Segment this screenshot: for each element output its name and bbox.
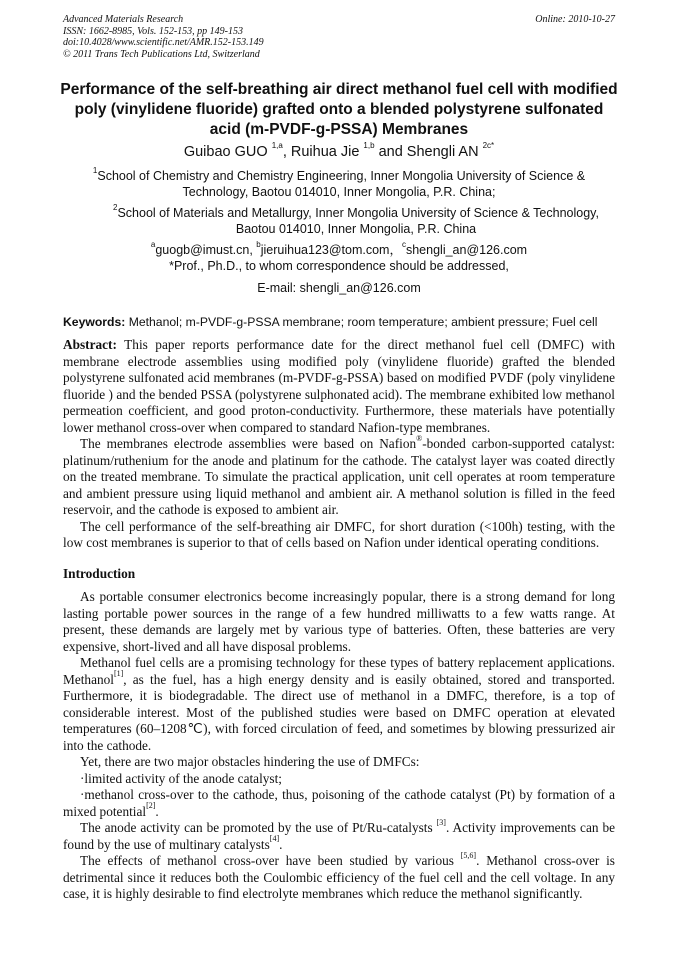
author-1-sup: 1,a	[271, 141, 283, 151]
affiliation-2	[60, 202, 618, 237]
author-3-sup: 2c*	[482, 141, 495, 151]
email-list	[60, 239, 618, 258]
author-2: , Ruihua Jie	[282, 144, 364, 160]
affiliation-1-sup: 1	[92, 165, 98, 175]
issn-line: ISSN: 1662-8985, Vols. 152-153, pp 149-153	[63, 25, 243, 37]
abstract-paragraph-3: The cell performance of the self-breathing air DMFC, for short duration (<100h) testing, with the low cost membranes is superior to that of cells based on Nafion under identical operating conditions.	[63, 518, 615, 550]
copyright-line: © 2011 Trans Tech Publications Ltd, Switzerland	[63, 48, 260, 60]
intro-bullet-2: ·methanol cross-over to the cathode, thus, poisoning of the cathode catalyst (Pt) by formation of a mixed potential[2].	[63, 787, 615, 819]
abstract-label: Abstract:	[63, 337, 117, 352]
author-3: and Shengli AN	[374, 144, 483, 160]
doi-line: doi:10.4028/www.scientific.net/AMR.152-153.149	[63, 37, 264, 48]
abstract-paragraph-1: Abstract: This paper reports performance date for the direct methanol fuel cell (DMFC) with membrane electrode assemblies using modified poly (vinylidene fluoride) grafted the blended polystyrene sulfonated acid membranes (m-PVDF-g-PSSA) based on modified PVDF (poly vinylidene fluoride ) and the bended PSSA (polystyrene sulphonated acid). The membrane exhibited low methanol permeation coefficient, and good proton-conductivity. Furthermore, these materials have potentially lower methanol cross-over when compared to standard Nafion-type membranes.	[63, 337, 615, 435]
intro-paragraph-2: Methanol fuel cells are a promising technology for these types of battery replacement applications. Methanol[1], as the fuel, has a high energy density and is easily obtained, stored and transported. Furthermore, it is biodegradable. The direct use of methanol in a DMFC, therefore, is a top of considerable interest. Most of the published studies were based on DMFC operation at elevated temperatures (60–1208℃), with forced circulation of feed, and sometimes by blowing pressurized air into the cathode.	[63, 655, 615, 753]
abstract-paragraph-2: The membranes electrode assemblies were based on Nafion®-bonded carbon-supported catalyst: platinum/ruthenium for the anode and platinum for the cathode. The catalyst layer was coated directly on the treated membrane. To simulate the practical application, unit cell operates at room temperature and ambient pressure using liquid methanol and ambient air. A methanol solution is filled in the feed reservoir, and the cathode is exposed to ambient air.	[63, 433, 615, 517]
intro-bullet-1: ·limited activity of the anode catalyst;	[80, 770, 282, 786]
introduction-body	[63, 589, 615, 903]
introduction-heading: Introduction	[63, 566, 136, 581]
intro-paragraph-5: The effects of methanol cross-over have been studied by various [5,6]. Methanol cross-over is detrimental since it reduces both the Coulombic efficiency of the fuel cell and the cell voltage. In any case, it is highly desirable to find electrolyte membranes which reduce the methanol significantly.	[63, 850, 615, 901]
journal-header	[63, 14, 615, 60]
email-c: shengli_an@126.com	[405, 243, 528, 257]
author-line	[60, 143, 618, 161]
keywords	[63, 314, 618, 330]
paper-title: Performance of the self-breathing air direct methanol fuel cell with modified poly (vinylidene fluoride) grafted onto a blended polystyrene sulfonated acid (m-PVDF-g-PSSA) Membranes	[60, 81, 618, 138]
affiliation-1-text: School of Chemistry and Chemistry Engineering, Inner Mongolia University of Science & Technology, Baotou 014010, Inner Mongolia, P.R. China;	[97, 169, 586, 199]
affiliation-1	[60, 165, 618, 200]
correspondence-note: *Prof., Ph.D., to whom correspondence should be addressed,	[169, 259, 509, 273]
email-b: jieruihua123@tom.com，	[260, 243, 402, 257]
author-1: Guibao GUO	[183, 144, 272, 160]
affiliation-2-sup: 2	[113, 202, 118, 212]
keywords-text: Methanol; m-PVDF-g-PSSA membrane; room temperature; ambient pressure; Fuel cell	[125, 315, 598, 329]
abstract	[63, 337, 615, 552]
email-b-sup: b	[256, 239, 261, 249]
keywords-label: Keywords:	[63, 315, 126, 329]
intro-paragraph-4: The anode activity can be promoted by the use of Pt/Ru-catalysts [3]. Activity improvements can be found by the use of multinary catalysts[4].	[63, 817, 615, 852]
intro-paragraph-3: Yet, there are two major obstacles hindering the use of DMFCs:	[80, 754, 420, 769]
correspondence-email: E-mail: shengli_an@126.com	[257, 281, 421, 295]
email-a: guogb@imust.cn,	[155, 243, 257, 257]
email-c-sup: c	[401, 239, 406, 249]
author-2-sup: 1,b	[363, 141, 375, 151]
affiliation-2-text: School of Materials and Metallurgy, Inner Mongolia University of Science & Technology, Baotou 014010, Inner Mongolia, P.R. China	[117, 206, 599, 236]
journal-name: Advanced Materials Research	[63, 14, 184, 25]
email-a-sup: a	[150, 239, 156, 249]
intro-paragraph-1: As portable consumer electronics become increasingly popular, there is a strong demand for long lasting portable power sources in the range of a few hundred milliwatts to a few watts range. At present, these demands are largely met by various type of batteries. Often, these batteries are very expensive, short-lived and all have disposal problems.	[63, 589, 615, 654]
online-date: Online: 2010-10-27	[535, 14, 615, 25]
